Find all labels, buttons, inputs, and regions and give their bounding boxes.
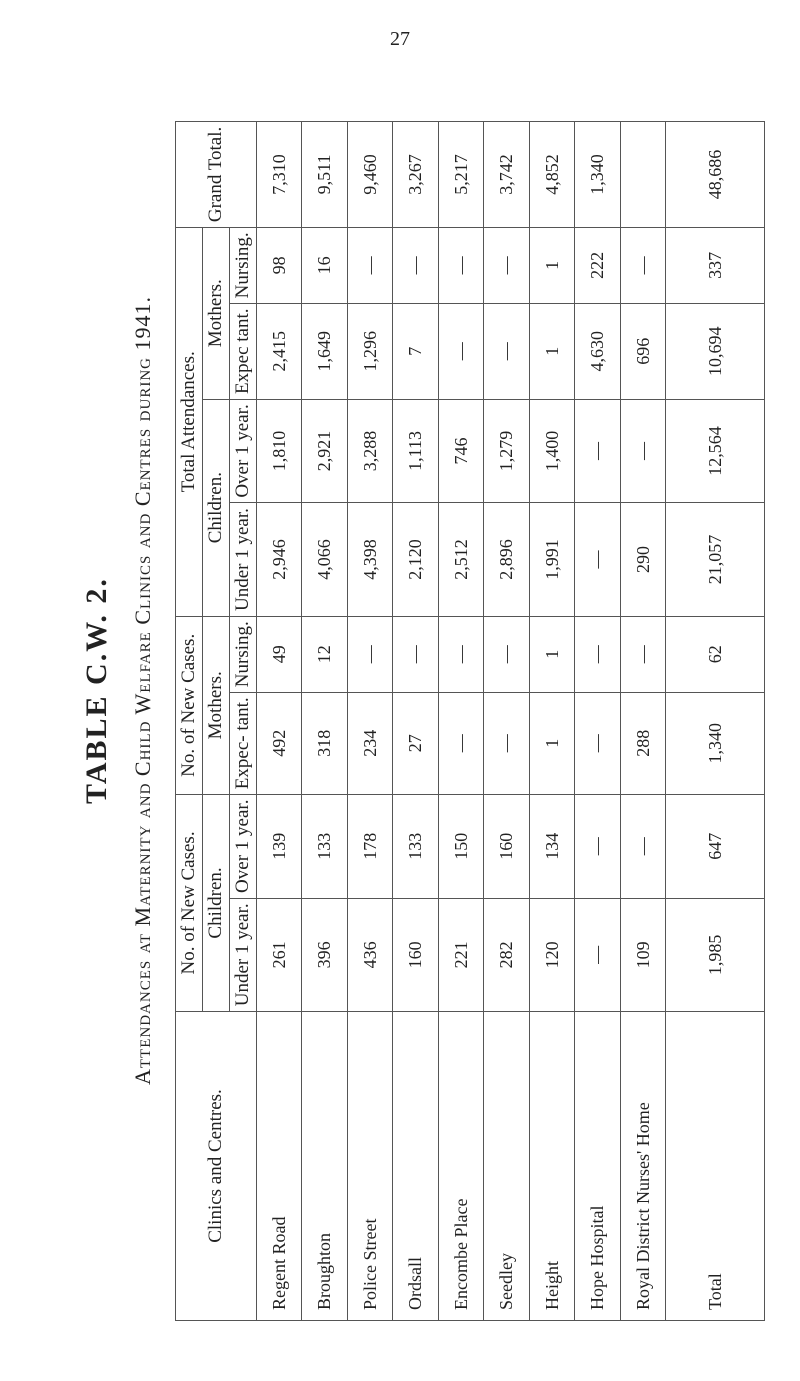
value-cell-ta-under1: 2,120 — [393, 503, 438, 616]
table-body — [257, 122, 765, 1321]
over-1-year-header: Over 1 year. — [230, 794, 257, 898]
clinic-name-cell: Seedley — [484, 1012, 529, 1321]
new-cases-mothers-header: No. of New Cases. — [176, 616, 203, 794]
value-cell-nc-nursing: 1 — [529, 616, 574, 692]
value-cell-grand-total — [620, 122, 665, 228]
value-cell-nc-under1: 160 — [393, 898, 438, 1011]
value-cell-nc-over1: 139 — [257, 794, 302, 898]
children-header: Children. — [203, 794, 230, 1011]
value-cell-ta-over1: 2,921 — [302, 399, 347, 503]
clinic-name-cell: Hope Hospital — [575, 1012, 620, 1321]
total-cell-ta-expectant: 10,694 — [666, 303, 765, 399]
value-cell-ta-nursing: 16 — [302, 227, 347, 303]
value-cell-nc-expectant: 492 — [257, 692, 302, 794]
page-number: 27 — [390, 28, 410, 50]
total-cell-grand-total: 48,686 — [666, 122, 765, 228]
value-cell-nc-over1: 160 — [484, 794, 529, 898]
table-row — [347, 122, 392, 1321]
table-subtitle: Attendances at Maternity and Child Welfare Clinics and Centres during 1941. — [130, 295, 155, 1086]
clinic-name-cell: Ordsall — [393, 1012, 438, 1321]
value-cell-grand-total: 4,852 — [529, 122, 574, 228]
value-cell-ta-nursing: — — [393, 227, 438, 303]
table-row — [302, 122, 347, 1321]
table-row — [393, 122, 438, 1321]
total-cell-ta-under1: 21,057 — [666, 503, 765, 616]
value-cell-ta-over1: — — [575, 399, 620, 503]
value-cell-nc-over1: 133 — [393, 794, 438, 898]
value-cell-ta-under1: 4,066 — [302, 503, 347, 616]
value-cell-grand-total: 3,742 — [484, 122, 529, 228]
expectant-header-b: Expec tant. — [230, 303, 257, 399]
total-cell-ta-over1: 12,564 — [666, 399, 765, 503]
value-cell-nc-expectant: 1 — [529, 692, 574, 794]
total-attendances-header: Total Attendances. — [176, 227, 203, 616]
value-cell-nc-nursing: — — [620, 616, 665, 692]
value-cell-ta-expectant: 696 — [620, 303, 665, 399]
value-cell-nc-nursing: — — [393, 616, 438, 692]
total-cell-ta-nursing: 337 — [666, 227, 765, 303]
value-cell-ta-under1: — — [575, 503, 620, 616]
under-1-year-header-b: Under 1 year. — [230, 503, 257, 616]
total-cell-nc-expectant: 1,340 — [666, 692, 765, 794]
value-cell-ta-under1: 2,896 — [484, 503, 529, 616]
clinic-name-cell: Height — [529, 1012, 574, 1321]
value-cell-ta-expectant: 2,415 — [257, 303, 302, 399]
value-cell-ta-over1: — — [620, 399, 665, 503]
value-cell-grand-total: 9,511 — [302, 122, 347, 228]
grand-total-header: Grand Total. — [176, 122, 257, 228]
table-row — [484, 122, 529, 1321]
value-cell-nc-nursing: 12 — [302, 616, 347, 692]
value-cell-ta-nursing: — — [347, 227, 392, 303]
value-cell-ta-over1: 3,288 — [347, 399, 392, 503]
total-cell-nc-over1: 647 — [666, 794, 765, 898]
value-cell-nc-under1: 109 — [620, 898, 665, 1011]
value-cell-ta-expectant: 1,649 — [302, 303, 347, 399]
value-cell-grand-total: 7,310 — [257, 122, 302, 228]
value-cell-nc-over1: 133 — [302, 794, 347, 898]
value-cell-nc-under1: 436 — [347, 898, 392, 1011]
nursing-header-b: Nursing. — [230, 227, 257, 303]
value-cell-ta-over1: 1,810 — [257, 399, 302, 503]
value-cell-nc-expectant: 318 — [302, 692, 347, 794]
value-cell-ta-nursing: — — [484, 227, 529, 303]
clinic-name-cell: Police Street — [347, 1012, 392, 1321]
nursing-header: Nursing. — [230, 616, 257, 692]
value-cell-nc-over1: — — [575, 794, 620, 898]
table-row — [529, 122, 574, 1321]
mothers-header-b: Mothers. — [203, 227, 230, 399]
value-cell-nc-over1: 150 — [438, 794, 483, 898]
value-cell-grand-total: 1,340 — [575, 122, 620, 228]
value-cell-nc-expectant: 288 — [620, 692, 665, 794]
value-cell-nc-expectant: — — [575, 692, 620, 794]
value-cell-ta-nursing: 1 — [529, 227, 574, 303]
under-1-year-header: Under 1 year. — [230, 898, 257, 1011]
value-cell-nc-under1: 396 — [302, 898, 347, 1011]
value-cell-ta-under1: 290 — [620, 503, 665, 616]
table-row — [575, 122, 620, 1321]
new-cases-children-header: No. of New Cases. — [176, 794, 203, 1011]
value-cell-ta-nursing: — — [438, 227, 483, 303]
value-cell-ta-under1: 1,991 — [529, 503, 574, 616]
value-cell-nc-nursing: — — [438, 616, 483, 692]
value-cell-grand-total: 9,460 — [347, 122, 392, 228]
value-cell-ta-expectant: 1 — [529, 303, 574, 399]
value-cell-nc-nursing: — — [575, 616, 620, 692]
value-cell-nc-nursing: 49 — [257, 616, 302, 692]
value-cell-nc-under1: 261 — [257, 898, 302, 1011]
value-cell-nc-nursing: — — [347, 616, 392, 692]
table-title: TABLE C.W. 2. — [80, 577, 113, 804]
value-cell-nc-nursing: — — [484, 616, 529, 692]
value-cell-ta-expectant: 7 — [393, 303, 438, 399]
value-cell-nc-over1: — — [620, 794, 665, 898]
value-cell-ta-over1: 1,400 — [529, 399, 574, 503]
value-cell-ta-expectant: — — [438, 303, 483, 399]
clinic-name-cell: Royal District Nurses' Home — [620, 1012, 665, 1321]
value-cell-ta-expectant: 1,296 — [347, 303, 392, 399]
value-cell-nc-expectant: 27 — [393, 692, 438, 794]
value-cell-ta-under1: 2,512 — [438, 503, 483, 616]
value-cell-nc-expectant: — — [484, 692, 529, 794]
attendance-table — [175, 121, 765, 1321]
value-cell-grand-total: 5,217 — [438, 122, 483, 228]
total-cell-nc-nursing: 62 — [666, 616, 765, 692]
value-cell-ta-nursing: — — [620, 227, 665, 303]
value-cell-ta-over1: 1,113 — [393, 399, 438, 503]
over-1-year-header-b: Over 1 year. — [230, 399, 257, 503]
table-row — [257, 122, 302, 1321]
clinic-name-cell: Regent Road — [257, 1012, 302, 1321]
value-cell-ta-nursing: 222 — [575, 227, 620, 303]
value-cell-nc-over1: 178 — [347, 794, 392, 898]
value-cell-nc-over1: 134 — [529, 794, 574, 898]
value-cell-nc-under1: 221 — [438, 898, 483, 1011]
value-cell-ta-expectant: — — [484, 303, 529, 399]
value-cell-ta-expectant: 4,630 — [575, 303, 620, 399]
clinic-name-cell: Broughton — [302, 1012, 347, 1321]
mothers-header: Mothers. — [203, 616, 230, 794]
children-header-b: Children. — [203, 399, 230, 616]
value-cell-ta-nursing: 98 — [257, 227, 302, 303]
value-cell-nc-under1: 282 — [484, 898, 529, 1011]
value-cell-ta-over1: 746 — [438, 399, 483, 503]
clinic-name-cell: Encombe Place — [438, 1012, 483, 1321]
table-row — [620, 122, 665, 1321]
value-cell-ta-under1: 4,398 — [347, 503, 392, 616]
total-label-cell: Total — [666, 1012, 765, 1321]
value-cell-nc-under1: — — [575, 898, 620, 1011]
total-cell-nc-under1: 1,985 — [666, 898, 765, 1011]
clinics-header: Clinics and Centres. — [176, 1012, 257, 1321]
value-cell-nc-expectant: — — [438, 692, 483, 794]
value-cell-grand-total: 3,267 — [393, 122, 438, 228]
total-row — [666, 122, 765, 1321]
table-row — [438, 122, 483, 1321]
value-cell-ta-over1: 1,279 — [484, 399, 529, 503]
value-cell-nc-expectant: 234 — [347, 692, 392, 794]
expectant-header: Expec- tant. — [230, 692, 257, 794]
value-cell-nc-under1: 120 — [529, 898, 574, 1011]
value-cell-ta-under1: 2,946 — [257, 503, 302, 616]
